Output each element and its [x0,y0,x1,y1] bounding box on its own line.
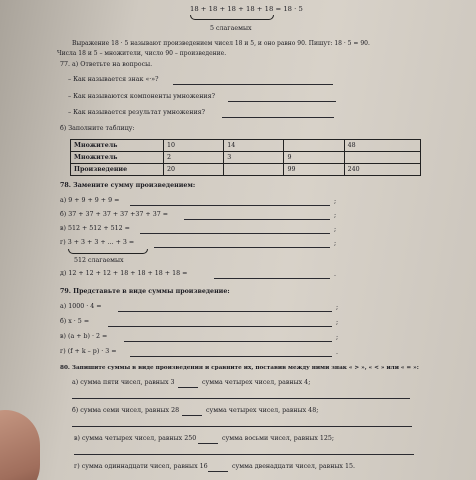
table-cell[interactable] [284,140,344,152]
task78-answer-line-c[interactable] [140,233,330,234]
task78-item-a: а) 9 + 9 + 9 + 9 = [60,197,120,204]
task77-answer-line-3[interactable] [222,117,334,118]
task80-item-c-right: сумма восьми чисел, равных 125; [222,435,335,442]
task78-answer-line-a[interactable] [130,205,330,206]
semicolon: ; [334,198,337,205]
task79-item-c: в) (a + b) · 2 = [60,333,108,340]
table-cell: 48 [344,140,420,152]
task78-answer-line-d[interactable] [154,247,330,248]
table-row [71,140,421,152]
period: . [336,349,339,356]
intro-line-2: Числа 18 и 5 – множители, число 90 – произведение. [57,50,227,57]
task79-item-a: а) 1000 · 4 = [60,303,102,310]
task79-answer-line-a[interactable] [118,311,332,312]
semicolon: ; [334,240,337,247]
semicolon: ; [336,319,339,326]
task78-title: 78. Замените сумму произведением: [60,182,196,189]
task78-brace [68,249,148,254]
task77-question-3: – Как называется результат умножения? [68,109,206,116]
task78-item-b: б) 37 + 37 + 37 + 37 +37 + 37 = [60,211,168,218]
table-cell[interactable] [224,164,284,176]
task80-item-d-right: сумма двенадцати чисел, равных 15. [232,463,355,470]
task78-answer-line-b[interactable] [184,219,330,220]
semicolon: ; [334,226,337,233]
task80-compare-slot-d[interactable] [208,471,228,472]
task78-item-d: г) 3 + 3 + 3 + ... + 3 = [60,239,135,246]
multiplication-table [70,139,421,176]
top-brace [190,15,274,20]
intro-line-1: Выражение 18 · 5 называют произведением чисел 18 и 5, и оно равно 90. Пишут: 18 · 5 = 90. [72,40,370,47]
task80-item-b-right: сумма четырех чисел, равных 48; [206,407,319,414]
task80-title: 80. Запишите суммы в виде произведения и сравните их, поставив между ними знак « > », « < » или « = »: [60,365,419,371]
task77-question-2: – Как называются компоненты умножения? [68,93,215,100]
task77-title: 77. а) Ответьте на вопросы. [60,61,153,68]
semicolon: ; [336,334,339,341]
table-cell: 99 [284,164,344,176]
task80-item-a-right: сумма четырех чисел, равных 4; [202,379,311,386]
task77-answer-line-2[interactable] [228,101,336,102]
table-cell: 10 [164,140,224,152]
task80-item-d-left: г) сумма одиннадцати чисел, равных 16 [74,463,208,470]
task80-compare-slot-b[interactable] [182,415,202,416]
task80-answer-line-a[interactable] [72,398,410,399]
task77-b-title: б) Заполните таблицу: [60,125,135,132]
table-row [71,152,421,164]
task79-answer-line-b[interactable] [108,326,332,327]
task79-answer-line-d[interactable] [130,356,332,357]
task80-answer-line-b[interactable] [72,426,412,427]
finger [0,410,40,480]
task79-item-b: б) x · 5 = [60,318,90,325]
task78-brace-label: 512 слагаемых [74,257,124,264]
task77-answer-line-1[interactable] [173,84,333,85]
table-cell: Множитель [71,152,164,164]
table-cell: 20 [164,164,224,176]
table-cell: 2 [164,152,224,164]
table-cell: Произведение [71,164,164,176]
table-cell: 9 [284,152,344,164]
task77-question-1: – Как называется знак «·»? [68,76,159,83]
task78-answer-line-e[interactable] [214,278,330,279]
top-brace-label: 5 слагаемых [210,25,252,32]
task79-title: 79. Представьте в виде суммы произведение: [60,288,230,295]
top-sum: 18 + 18 + 18 + 18 + 18 = 18 · 5 [190,5,303,13]
period: . [334,271,337,278]
table-cell: 3 [224,152,284,164]
semicolon: ; [336,304,339,311]
task80-item-c-left: в) сумма четырех чисел, равных 250 [74,435,197,442]
task80-answer-line-c[interactable] [74,454,414,455]
table-cell: 14 [224,140,284,152]
task78-item-c: в) 512 + 512 + 512 = [60,225,130,232]
task79-answer-line-c[interactable] [124,341,332,342]
task80-compare-slot-a[interactable] [178,387,198,388]
task80-item-a-left: а) сумма пяти чисел, равных 3 [72,379,175,386]
table-cell: 240 [344,164,420,176]
table-row [71,164,421,176]
table-cell: Множитель [71,140,164,152]
task80-item-b-left: б) сумма семи чисел, равных 28 [72,407,180,414]
semicolon: ; [334,212,337,219]
task80-compare-slot-c[interactable] [198,443,218,444]
table-cell[interactable] [344,152,420,164]
task78-item-e: д) 12 + 12 + 12 + 18 + 18 + 18 + 18 = [60,270,188,277]
task79-item-d: г) (f + k – p) · 3 = [60,348,117,355]
